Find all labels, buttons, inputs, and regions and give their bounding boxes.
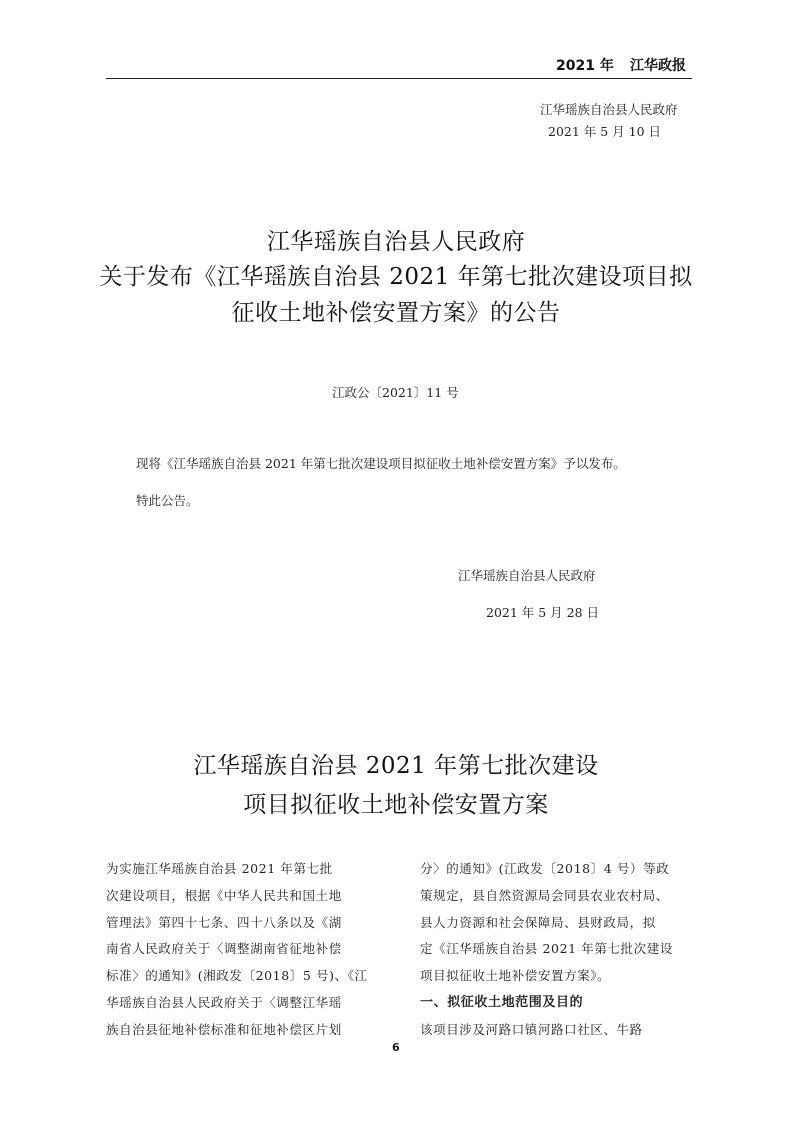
right-line-1: 分〉的通知》(江政发〔2018〕4 号）等政: [420, 861, 670, 876]
announcement-title-line-3: 征收土地补偿安置方案》的公告: [231, 300, 561, 326]
left-line-5: 标准〉的通知》(湘政发〔2018〕5 号)、《江: [106, 968, 368, 984]
announcement-body-line-1: 现将《江华瑶族自治县 2021 年第七批次建设项目拟征收土地补偿安置方案》予以发布。: [136, 456, 626, 471]
header-rule: [106, 78, 692, 79]
plan-left-column: [106, 856, 386, 1044]
announcement-body-line-2: 特此公告。: [136, 493, 199, 508]
right-line-2: 策规定，县自然资源局会同县农业农村局、: [420, 887, 669, 903]
announcement-title-line-1: 江华瑶族自治县人民政府: [266, 229, 526, 255]
previous-issuer: 江华瑶族自治县人民政府: [540, 102, 678, 117]
announcement-date: 2021 年 5 月 28 日: [486, 605, 600, 620]
left-line-2: 次建设项目，根据《中华人民共和国土地: [106, 887, 342, 903]
left-line-6: 华瑶族自治县人民政府关于〈调整江华瑶: [106, 994, 342, 1010]
running-header-year: 2021 年: [556, 58, 614, 74]
document-number: 江政公〔2021〕11 号: [332, 385, 459, 400]
running-header-publication: 江华政报: [630, 58, 686, 74]
plan-right-column: [420, 856, 700, 1044]
left-line-4: 南省人民政府关于〈调整湖南省征地补偿: [106, 941, 342, 957]
section-heading: 一、拟征收土地范围及目的: [420, 994, 584, 1010]
right-line-5: 项目拟征收土地补偿安置方案》。: [420, 968, 611, 984]
page-number: 6: [392, 1041, 400, 1054]
right-line-4: 定《江华瑶族自治县 2021 年第七批次建设: [420, 941, 673, 957]
left-line-7: 族自治县征地补偿标准和征地补偿区片划: [106, 1021, 342, 1037]
left-line-3: 管理法》第四十七条、四十八条以及《湖: [106, 914, 342, 930]
section-first-line: 该项目涉及河路口镇河路口社区、牛路: [420, 1021, 643, 1037]
plan-title-line-2: 项目拟征收土地补偿安置方案: [243, 792, 549, 818]
left-line-1: 为实施江华瑶族自治县 2021 年第七批: [106, 861, 333, 876]
announcement-title-line-2: 关于发布《江华瑶族自治县 2021 年第七批次建设项目拟: [99, 264, 693, 290]
announcement-signature: 江华瑶族自治县人民政府: [458, 568, 596, 583]
right-line-3: 县人力资源和社会保障局、县财政局，拟: [420, 914, 656, 930]
plan-title-line-1: 江华瑶族自治县 2021 年第七批次建设: [193, 753, 599, 779]
previous-date: 2021 年 5 月 10 日: [548, 124, 662, 139]
